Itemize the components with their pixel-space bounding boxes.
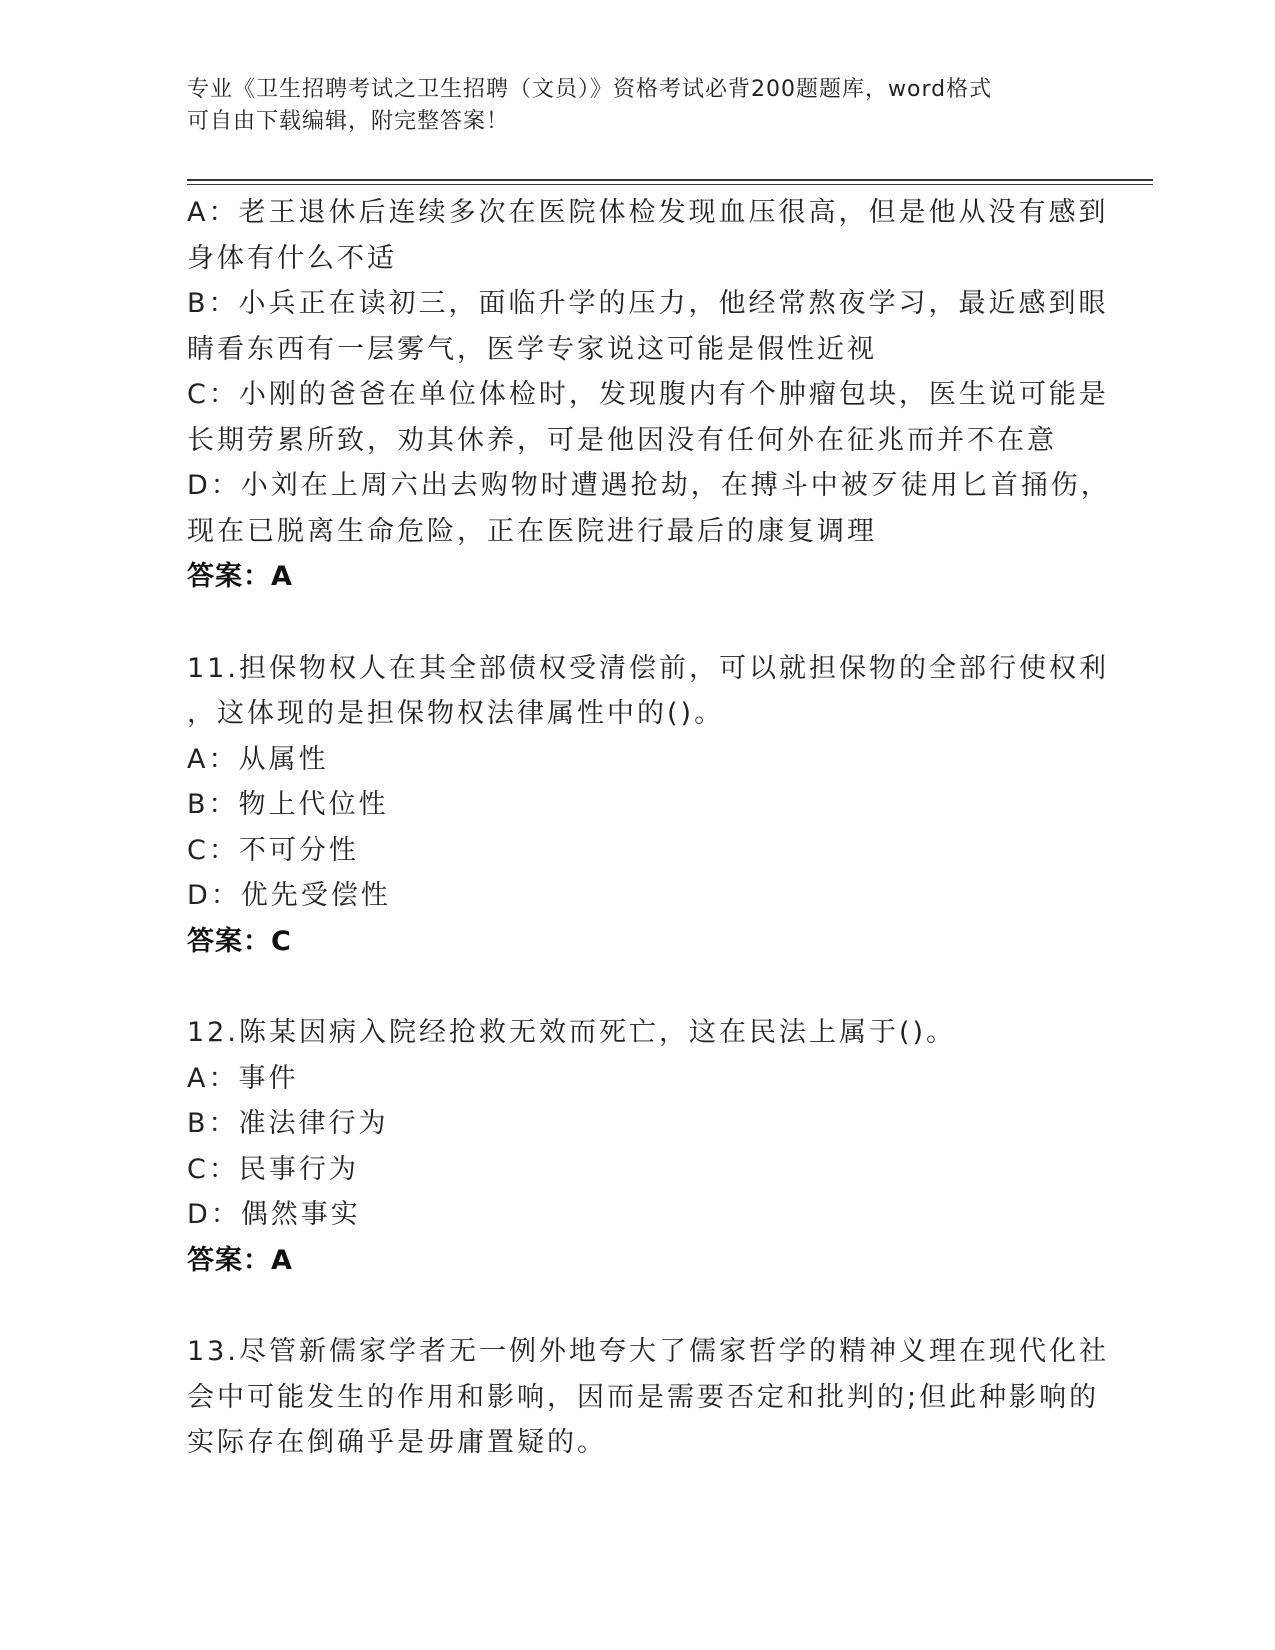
header-divider-thick bbox=[187, 179, 1153, 181]
q12-option-a: A：事件 bbox=[187, 1062, 299, 1094]
q12-option-d: D：偶然事实 bbox=[187, 1199, 361, 1230]
q10-option-b-line-1: B：小兵正在读初三，面临升学的压力，他经常熬夜学习，最近感到眼 bbox=[187, 288, 1109, 319]
q12-answer: 答案：A bbox=[187, 1244, 293, 1276]
q10-option-b-line-2: 睛看东西有一层雾气，医学专家说这可能是假性近视 bbox=[187, 333, 877, 365]
q10-option-a-line-2: 身体有什么不适 bbox=[187, 242, 397, 274]
spacer bbox=[187, 600, 1067, 646]
header-divider-thin bbox=[187, 184, 1153, 185]
question-11 bbox=[187, 646, 1109, 965]
q10-option-d-line-2: 现在已脱离生命危险，正在医院进行最后的康复调理 bbox=[187, 515, 877, 547]
q10-option-a-line-1: A：老王退休后连续多次在医院体检发现血压很高，但是他从没有感到 bbox=[187, 197, 1109, 228]
spacer bbox=[187, 964, 1067, 1010]
q10-option-d-line-1: D：小刘在上周六出去购物时遭遇抢劫，在搏斗中被歹徒用匕首捅伤， bbox=[187, 470, 1111, 501]
q11-option-a: A：从属性 bbox=[187, 743, 329, 775]
q11-answer: 答案：C bbox=[187, 925, 292, 957]
q13-stem-line-1: 13.尽管新儒家学者无一例外地夸大了儒家哲学的精神义理在现代化社 bbox=[187, 1336, 1109, 1367]
header-line-2: 可自由下载编辑，附完整答案！ bbox=[187, 109, 510, 134]
spacer bbox=[187, 1283, 1067, 1329]
document-header bbox=[187, 74, 1067, 138]
q10-option-c-line-2: 长期劳累所致，劝其休养，可是他因没有任何外在征兆而并不在意 bbox=[187, 424, 1057, 456]
q11-option-b: B：物上代位性 bbox=[187, 789, 389, 820]
q12-stem-line-1: 12.陈某因病入院经抢救无效而死亡，这在民法上属于()。 bbox=[187, 1017, 957, 1048]
header-line-1: 专业《卫生招聘考试之卫生招聘（文员）》资格考试必背200题题库，word格式 bbox=[187, 77, 993, 102]
q10-answer: 答案：A bbox=[187, 561, 293, 592]
q12-option-c: C：民事行为 bbox=[187, 1153, 359, 1185]
question-13 bbox=[187, 1329, 1109, 1466]
q11-stem-line-2: ，这体现的是担保物权法律属性中的()。 bbox=[187, 698, 725, 729]
q11-option-d: D：优先受偿性 bbox=[187, 880, 391, 911]
q11-stem-line-1: 11.担保物权人在其全部债权受清偿前，可以就担保物的全部行使权利 bbox=[187, 652, 1109, 684]
q13-stem-line-2: 会中可能发生的作用和影响，因而是需要否定和批判的;但此种影响的 bbox=[187, 1381, 1100, 1413]
q10-option-c-line-1: C：小刚的爸爸在单位体检时，发现腹内有个肿瘤包块，医生说可能是 bbox=[187, 379, 1109, 410]
question-10 bbox=[187, 190, 1111, 600]
q11-option-c: C：不可分性 bbox=[187, 834, 359, 866]
question-12 bbox=[187, 1010, 1067, 1283]
document-body bbox=[187, 190, 1111, 1466]
q13-stem-line-3: 实际存在倒确乎是毋庸置疑的。 bbox=[187, 1427, 607, 1458]
q12-option-b: B：准法律行为 bbox=[187, 1108, 389, 1139]
